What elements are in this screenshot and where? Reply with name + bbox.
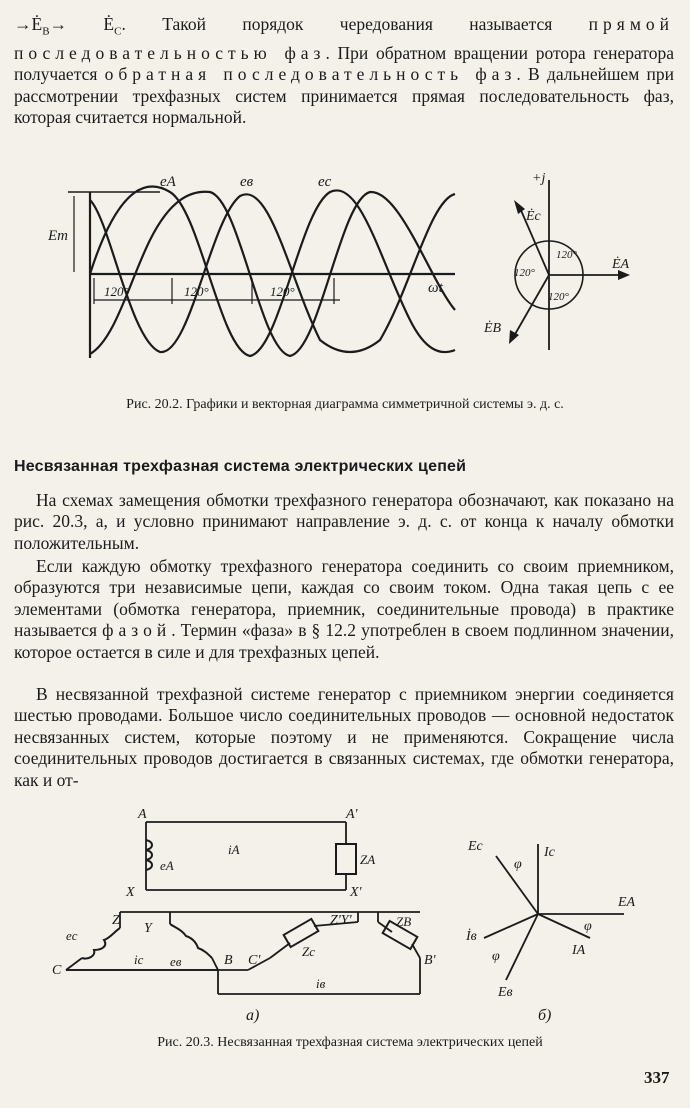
coil-c: [82, 928, 120, 959]
label-em: Em: [48, 228, 68, 244]
coil-b: [170, 924, 212, 958]
label-deg-1: 120°: [104, 284, 129, 299]
svg-text:Eв: Eв: [498, 985, 513, 1000]
paragraph-3: В несвязанной трехфазной системе генератор с приемником энергии соединяется шестью проводами. Большое число соединительных проводов — основной недостаток несвязанных систем, которые поэтому и не применяются. Сокращение числа соединительных проводов достигается в связанных системах, где обмотки генератора, как и от-: [14, 684, 674, 790]
intro-paragraph: $\to Ė_B\to$ $Ė_C$. Такой порядок чередования называется прямой последовательностью фаз. При обратном вращении ротора генератора получается обратная последовательность фаз. В дальнейшем при рассмотрении трехфазных систем принимается прямая последовательность фаз, которая считается нормальной.: [14, 14, 675, 128]
page-number: 337: [644, 1068, 670, 1087]
svg-text:Ic: Ic: [544, 845, 555, 860]
paragraph-2: Если каждую обмотку трехфазного генератора соединить со своим приемником, образуются три независимые цепи, каждая со своим током. Одна такая цепь с ее элементами (обмотка генератора, приемник, соединительные провода) в практике называется фазой. Термин «фаза» в § 12.2 употреблен в своем подлинном значении, которое остается в силе и для трехфазных цепей.: [14, 556, 674, 662]
figure-20-3: [0, 798, 690, 1028]
circuit-diagram: [66, 822, 420, 994]
intro-tail: . В дальнейшем при рассмотрении трехфазных систем принимается прямая последовательность фаз, которая считается нормальной.: [14, 64, 674, 128]
label-angle-1: 120°: [556, 249, 577, 261]
curve-ea: [90, 187, 455, 356]
label-vec-eb: ĖB: [484, 321, 502, 336]
svg-text:φ: φ: [492, 949, 500, 964]
label-vec-ec: Ėc: [526, 209, 541, 224]
svg-text:ZA: ZA: [360, 852, 376, 867]
intro-spaced-term-1: прямой последовательностью фаз: [14, 14, 675, 63]
svg-text:A: A: [138, 807, 147, 822]
lead-symbol: Ė: [31, 14, 43, 34]
phasor-ia: [538, 914, 590, 938]
svg-text:İв: İв: [466, 929, 477, 944]
svg-text:ec: ec: [66, 928, 78, 943]
resistor-zc: [284, 919, 319, 947]
label-vec-ea: ĖA: [612, 257, 630, 272]
svg-text:X: X: [126, 885, 135, 900]
phasor-eb: [506, 914, 538, 980]
svg-text:eв: eв: [170, 954, 182, 969]
label-angle-3: 120°: [548, 291, 569, 303]
phasor-ib: [484, 914, 538, 938]
svg-text:B': B': [424, 953, 436, 968]
svg-text:φ: φ: [584, 919, 592, 934]
svg-text:B: B: [224, 953, 233, 968]
svg-text:φ: φ: [514, 857, 522, 872]
label-ea: eA: [160, 174, 176, 190]
intro-text: Такой порядок чередования называется: [162, 14, 553, 34]
phasor-diagram: [484, 844, 624, 980]
subfigure-b-label: б): [538, 1007, 552, 1024]
label-j: +j: [532, 171, 546, 186]
subfigure-a-label: а): [246, 1007, 260, 1024]
paragraph-1: На схемах замещения обмотки трехфазного генератора обозначают, как показано на рис. 20.3, а, и условно принимают направление э. д. с. от конца к началу обмотки положительным.: [14, 490, 674, 553]
svg-text:Z: Z: [112, 913, 120, 928]
resistor-za: [336, 844, 356, 874]
svg-text:Z'Y': Z'Y': [330, 913, 352, 928]
caption-20-2: Рис. 20.2. Графики и векторная диаграмма симметричной системы э. д. с.: [126, 397, 564, 412]
svg-text:IA: IA: [572, 943, 586, 958]
label-angle-2: 120°: [514, 267, 535, 279]
svg-text:Ec: Ec: [468, 839, 483, 854]
svg-text:iA: iA: [228, 842, 240, 857]
svg-text:EA: EA: [618, 895, 636, 910]
svg-text:ZB: ZB: [396, 914, 412, 929]
sinusoid-graph: [68, 187, 455, 358]
label-deg-2: 120°: [184, 284, 209, 299]
label-wt: ωt: [428, 280, 443, 296]
svg-text:Y: Y: [144, 921, 152, 936]
label-deg-3: 120°: [270, 284, 295, 299]
svg-text:iв: iв: [316, 976, 326, 991]
vector-eb: [514, 275, 549, 336]
svg-text:C: C: [52, 963, 62, 978]
svg-text:C': C': [248, 953, 261, 968]
svg-text:X': X': [350, 885, 362, 900]
figure-20-2: [0, 160, 690, 410]
intro-mid: . При обратном вращении ротора генератора получается: [14, 42, 674, 85]
section-heading: Несвязанная трехфазная система электрических цепей: [14, 458, 467, 475]
caption-20-3: Рис. 20.3. Несвязанная трехфазная система электрических цепей: [157, 1035, 543, 1050]
intro-spaced-term-2: обратная последовательность фаз: [104, 64, 517, 85]
label-ec: ec: [318, 174, 332, 190]
svg-text:Zc: Zc: [302, 944, 315, 959]
label-eb: eв: [240, 174, 254, 190]
svg-text:A': A': [346, 807, 358, 822]
svg-text:ic: ic: [134, 952, 144, 967]
svg-text:eA: eA: [160, 858, 174, 873]
